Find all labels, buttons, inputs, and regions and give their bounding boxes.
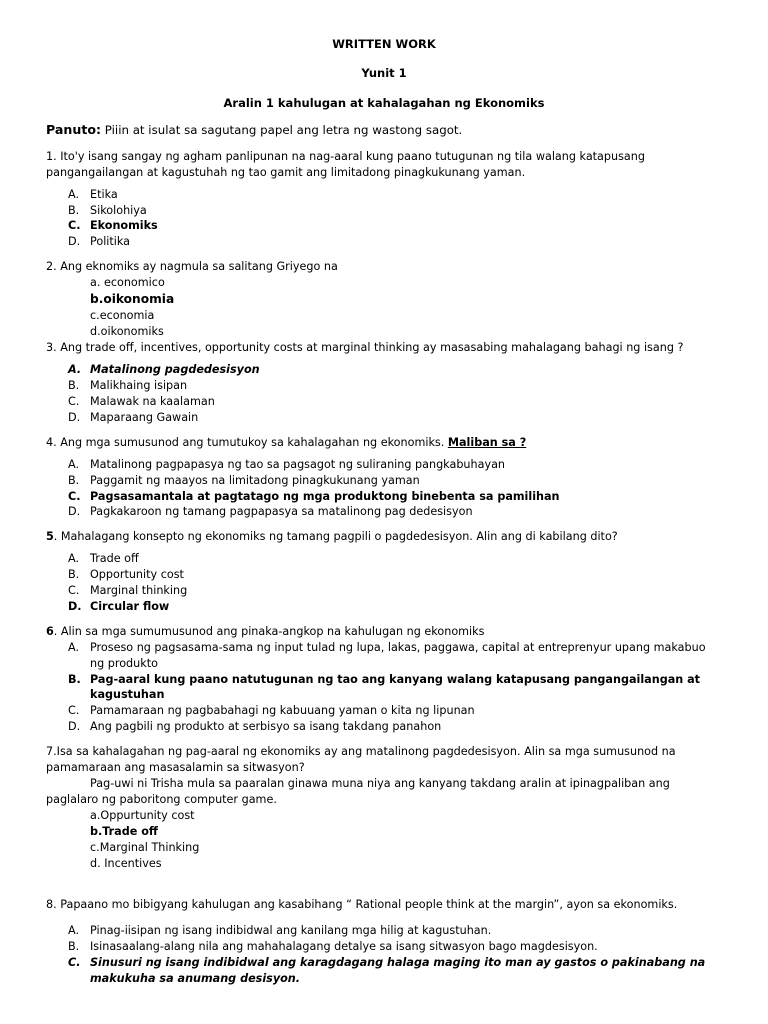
option: B. Isinasaalang-alang nila ang mahahalagang detalye sa isang sitwasyon bago magdesisyon. <box>68 940 598 954</box>
option: d.oikonomiks <box>90 325 164 339</box>
unit-title: Yunit 1 <box>361 66 407 81</box>
instructions-text: Piiin at isulat sa sagutang papel ang letra ng wastong sagot. <box>101 122 463 137</box>
option: c.economia <box>90 309 155 323</box>
option-answer: b.oikonomia <box>90 292 175 307</box>
question-7-scenario: Pag-uwi ni Trisha mula sa paaralan ginawa muna niya ang kanyang takdang aralin at ipinagpaliban ang paglalaro ng paboritong computer game. <box>46 777 670 806</box>
option: A. Pinag-iisipan ng isang indibidwal ang kanilang mga hilig at kagustuhan. <box>68 924 492 938</box>
question-7: 7.Isa sa kahalagahan ng pag-aaral ng ekonomiks ay ang matalinong pagdedesisyon. Alin sa mga sumusunod na pamamaraan ang masasalamin sa sitwasyon? <box>46 745 676 775</box>
option: C. Marginal thinking <box>68 584 188 598</box>
option: A. Trade off <box>68 552 139 566</box>
question-4: 4. Ang mga sumusunod ang tumutukoy sa kahalagahan ng ekonomiks. Maliban sa ? <box>46 435 527 449</box>
question-5: 5. Mahalagang konsepto ng ekonomiks ng tamang pagpili o pagdedesisyon. Alin ang di kabilang dito? <box>46 530 618 544</box>
option-answer: D. Circular flow <box>68 599 170 613</box>
question-1-options <box>46 187 722 251</box>
maliban-emphasis: Maliban sa ? <box>447 435 527 449</box>
option: A. Matalinong pagpapasya ng tao sa pagsagot ng suliraning pangkabuhayan <box>68 457 506 471</box>
option-answer: C. Ekonomiks <box>68 219 158 233</box>
question-4-options <box>46 457 722 521</box>
option: A. Proseso ng pagsasama-sama ng input tulad ng lupa, lakas, paggawa, capital at entreprenyur upang makabuo ng produkto <box>68 640 706 670</box>
question-6-options <box>46 640 722 735</box>
option: B. Malikhaing isipan <box>68 379 188 393</box>
option: a. economico <box>90 276 165 290</box>
instructions <box>46 121 722 139</box>
question-3: 3. Ang trade off, incentives, opportunity costs at marginal thinking ay masasabing mahalagang bahagi ng isang ? <box>46 341 684 355</box>
option: C. Malawak na kaalaman <box>68 394 215 408</box>
question-8-options <box>46 923 722 987</box>
option: B. Paggamit ng maayos na limitadong pinagkukunang yaman <box>68 473 420 487</box>
question-6: 6. Alin sa mga sumumusunod ang pinaka-angkop na kahulugan ng ekonomiks <box>46 624 485 638</box>
lesson-title: Aralin 1 kahulugan at kahalagahan ng Ekonomiks <box>223 95 545 110</box>
option-answer: A. Matalinong pagdedesisyon <box>68 363 260 377</box>
option: a.Oppurtunity cost <box>90 808 195 822</box>
option: B. Opportunity cost <box>68 568 184 582</box>
question-5-options <box>46 551 722 615</box>
option: C. Pamamaraan ng pagbabahagi ng kabuuang yaman o kita ng lipunan <box>68 704 475 718</box>
option: c.Marginal Thinking <box>90 840 200 854</box>
question-3-options <box>46 362 722 426</box>
doc-title: WRITTEN WORK <box>332 37 436 51</box>
option: D. Maparaang Gawain <box>68 410 199 424</box>
option: D. Ang pagbili ng produkto at serbisyo sa isang takdang panahon <box>68 720 442 734</box>
option-answer: B. Pag-aaral kung paano natutugunan ng tao ang kanyang walang katapusang pangangailangan at kagustuhan <box>68 672 701 702</box>
option-answer: b.Trade off <box>90 824 158 838</box>
option: A. Etika <box>68 187 118 201</box>
instructions-label: Panuto: <box>46 121 102 137</box>
option: d. Incentives <box>90 856 162 870</box>
option-answer: C. Pagsasamantala at pagtatago ng mga produktong binebenta sa pamilihan <box>68 489 560 503</box>
option-answer: C. Sinusuri ng isang indibidwal ang karagdagang halaga maging ito man ay gastos o pakinabang na makukuha sa anumang desisyon. <box>68 956 706 986</box>
question-8: 8. Papaano mo bibigyang kahulugan ang kasabihang “ Rational people think at the margin”, ayon sa ekonomiks. <box>46 898 678 912</box>
question-1: 1. Ito'y isang sangay ng agham panlipunan na nag-aaral kung paano tutugunan ng tila walang katapusang pangangailangan at kagustuhah ng tao gamit ang limitadong pinagkukunang yaman. <box>46 149 645 179</box>
option: D. Pagkakaroon ng tamang pagpapasya sa matalinong pag dedesisyon <box>68 505 473 519</box>
question-2: 2. Ang eknomiks ay nagmula sa salitang Griyego na <box>46 260 338 274</box>
option: B. Sikolohiya <box>68 203 147 217</box>
option: D. Politika <box>68 235 131 249</box>
